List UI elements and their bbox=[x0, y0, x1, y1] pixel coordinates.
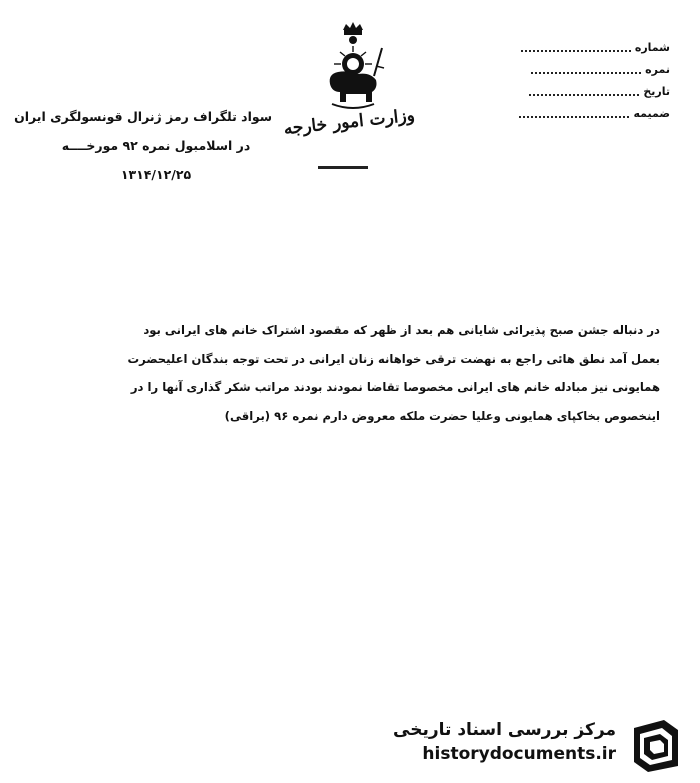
field-date bbox=[520, 82, 670, 101]
field-serial bbox=[520, 60, 670, 79]
watermark-title: مرکز بررسی اسناد تاریخی bbox=[393, 720, 616, 740]
watermark-url: historydocuments.ir bbox=[422, 744, 616, 764]
watermark-text bbox=[393, 718, 616, 766]
archive-folder-logo-icon bbox=[626, 714, 686, 774]
heading-line-2: در اسلامبول نمره ۹۲ مورخــــه bbox=[61, 138, 251, 153]
heading-line-1: سواد تلگراف رمز ژنرال قونسولگری ایران bbox=[14, 109, 272, 124]
field-dotted-line bbox=[521, 50, 631, 52]
lion-and-sun-emblem-icon bbox=[318, 22, 388, 112]
field-number bbox=[520, 38, 670, 57]
body-line-3: همایونی نیز مبادله خانم های ایرانی مخصوصا تقاضا نمودند بودند مراتب شکر گذاری آنها را در bbox=[130, 380, 660, 394]
field-dotted-line bbox=[531, 72, 641, 74]
form-fields bbox=[520, 38, 670, 126]
field-label: شماره bbox=[634, 41, 670, 54]
heading-date: ۱۳۱۴/۱۲/۲۵ bbox=[120, 167, 192, 182]
letterhead-divider bbox=[318, 166, 368, 169]
ministry-name: وزارت امور خارجه bbox=[282, 105, 416, 140]
field-label: تاریخ bbox=[643, 85, 670, 98]
field-attachment bbox=[520, 104, 670, 123]
body-line-1: در دنباله جشن صبح پذیرائی شایانی هم بعد از ظهر که مقصود اشتراک خانم های ایرانی بود bbox=[143, 323, 660, 337]
field-label: نمره bbox=[645, 63, 670, 76]
field-dotted-line bbox=[519, 116, 629, 118]
field-dotted-line bbox=[529, 94, 639, 96]
telegram-heading bbox=[14, 102, 272, 189]
body-line-2: بعمل آمد نطق هائی راجع به نهضت ترقی خواهانه زنان ایرانی در تحت توجه بندگان اعلیحضرت bbox=[127, 351, 660, 366]
body-line-4: اینخصوص بخاکپای همایونی وعلیا حضرت ملکه معروض دارم نمره ۹۶ (براقی) bbox=[224, 408, 660, 423]
telegram-body bbox=[40, 316, 660, 430]
field-label: ضمیمه bbox=[633, 107, 670, 120]
archive-watermark bbox=[366, 712, 686, 776]
